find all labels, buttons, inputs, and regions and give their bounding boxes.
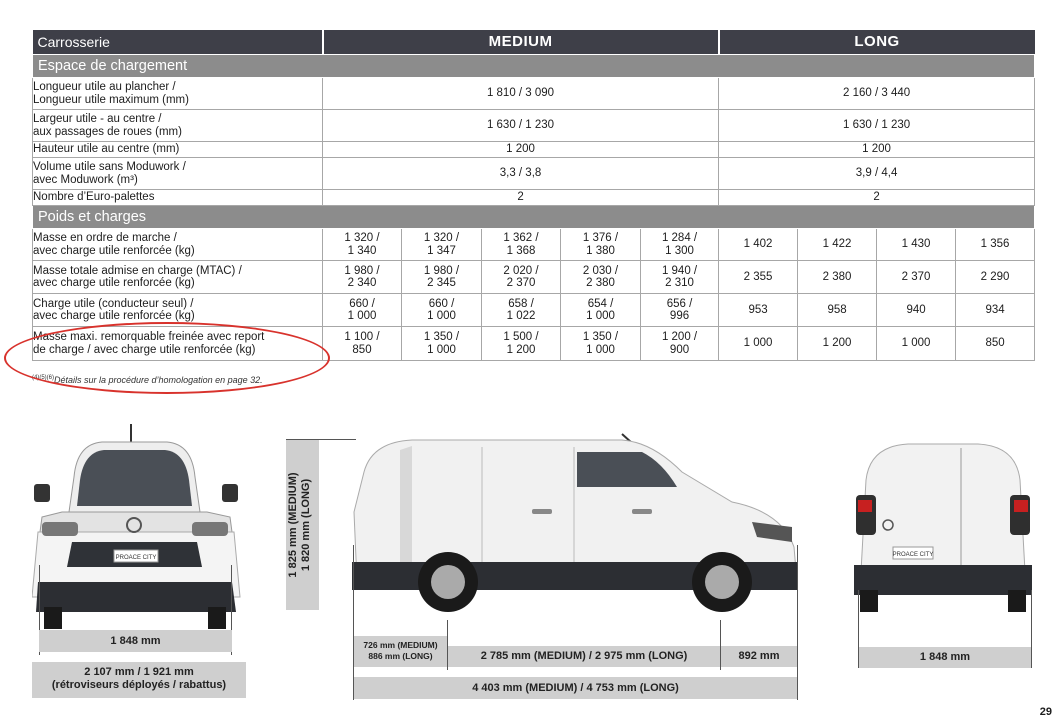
wheelbase-dimension: 2 785 mm (MEDIUM) / 2 975 mm (LONG) xyxy=(448,646,720,667)
cell-medium: 660 / 1 000 xyxy=(402,294,482,327)
section-row xyxy=(33,55,1035,78)
annotation-ellipse xyxy=(4,322,330,394)
row-value-long: 1 200 xyxy=(719,142,1035,158)
rear-view-vehicle xyxy=(848,440,1038,620)
cell-long: 934 xyxy=(956,294,1035,327)
cell-medium: 656 / 996 xyxy=(641,294,719,327)
cell-medium: 658 / 1 022 xyxy=(482,294,561,327)
cell-long: 2 355 xyxy=(719,261,798,294)
row-value-medium: 1 810 / 3 090 xyxy=(323,78,719,110)
front-view-vehicle xyxy=(32,422,247,632)
cell-medium: 654 / 1 000 xyxy=(561,294,641,327)
cell-medium: 1 980 / 2 345 xyxy=(402,261,482,294)
cell-long: 1 422 xyxy=(798,229,877,261)
row-value-medium: 1 630 / 1 230 xyxy=(323,110,719,142)
cell-long: 2 380 xyxy=(798,261,877,294)
page-number: 29 xyxy=(1039,706,1052,718)
cell-medium: 1 320 / 1 340 xyxy=(323,229,402,261)
row-value-long: 3,9 / 4,4 xyxy=(719,158,1035,190)
cell-medium: 1 980 / 2 340 xyxy=(323,261,402,294)
cell-long: 1 402 xyxy=(719,229,798,261)
cell-medium: 2 030 / 2 380 xyxy=(561,261,641,294)
rear-track-tick-right xyxy=(1031,590,1032,668)
cell-medium: 1 362 / 1 368 xyxy=(482,229,561,261)
row-label: Largeur utile - au centre / aux passages de roues (mm) xyxy=(33,110,323,142)
table-header-row xyxy=(33,30,1035,55)
row-label: Longueur utile au plancher / Longueur utile maximum (mm) xyxy=(33,78,323,110)
row-label: Charge utile (conducteur seul) / avec charge utile renforcée (kg) xyxy=(33,294,323,327)
cell-medium: 1 350 / 1 000 xyxy=(561,327,641,361)
side-view-vehicle xyxy=(352,432,802,612)
section-title-poids: Poids et charges xyxy=(33,206,1035,229)
row-value-medium: 1 200 xyxy=(323,142,719,158)
cell-long: 1 200 xyxy=(798,327,877,361)
cell-medium: 1 940 / 2 310 xyxy=(641,261,719,294)
cell-medium: 1 200 / 900 xyxy=(641,327,719,361)
cell-medium: 660 / 1 000 xyxy=(323,294,402,327)
table-row xyxy=(33,229,1035,261)
cell-long: 1 000 xyxy=(719,327,798,361)
cell-long: 1 356 xyxy=(956,229,1035,261)
rear-overhang-dimension: 892 mm xyxy=(721,646,797,667)
cell-medium: 1 350 / 1 000 xyxy=(402,327,482,361)
row-label: Masse totale admise en charge (MTAC) / avec charge utile renforcée (kg) xyxy=(33,261,323,294)
table-row xyxy=(33,190,1035,206)
row-value-long: 2 xyxy=(719,190,1035,206)
row-value-medium: 3,3 / 3,8 xyxy=(323,158,719,190)
cell-medium: 1 284 / 1 300 xyxy=(641,229,719,261)
row-value-long: 2 160 / 3 440 xyxy=(719,78,1035,110)
header-carrosserie: Carrosserie xyxy=(33,30,323,55)
footnote: $^{(4)(5)(6)}$Détails sur la procédure d’homologation en page 32. xyxy=(32,375,263,385)
row-label: Nombre d’Euro-palettes xyxy=(33,190,323,206)
cell-long: 1 430 xyxy=(877,229,956,261)
section-row xyxy=(33,206,1035,229)
section-title-espace: Espace de chargement xyxy=(33,55,1035,78)
front-overhang-dimension: 726 mm (MEDIUM) 886 mm (LONG) xyxy=(354,636,447,667)
table-row xyxy=(33,78,1035,110)
row-value-long: 1 630 / 1 230 xyxy=(719,110,1035,142)
cell-long: 958 xyxy=(798,294,877,327)
cell-medium: 1 500 / 1 200 xyxy=(482,327,561,361)
height-dimension: 1 825 mm (MEDIUM) 1 820 mm (LONG) xyxy=(287,472,312,578)
front-plate-text: PROACE CITY xyxy=(115,555,157,561)
table-row xyxy=(33,142,1035,158)
row-value-medium: 2 xyxy=(323,190,719,206)
cell-long: 850 xyxy=(956,327,1035,361)
table-row xyxy=(33,261,1035,294)
row-label: Masse en ordre de marche / avec charge utile renforcée (kg) xyxy=(33,229,323,261)
rear-track-dimension: 1 848 mm xyxy=(859,647,1031,668)
cell-medium: 1 376 / 1 380 xyxy=(561,229,641,261)
cell-long: 2 290 xyxy=(956,261,1035,294)
header-long: LONG xyxy=(719,30,1035,55)
length-tick-right xyxy=(797,545,798,700)
cell-long: 940 xyxy=(877,294,956,327)
row-label: Masse maxi. remorquable freinée avec report de charge / avec charge utile renforcée (kg) xyxy=(33,327,323,361)
length-dimension: 4 403 mm (MEDIUM) / 4 753 mm (LONG) xyxy=(354,677,797,699)
table-row xyxy=(33,158,1035,190)
front-track-dimension: 1 848 mm xyxy=(39,630,232,652)
cell-long: 953 xyxy=(719,294,798,327)
row-label: Volume utile sans Moduwork / avec Moduwork (m³) xyxy=(33,158,323,190)
cell-long: 1 000 xyxy=(877,327,956,361)
table-row xyxy=(33,110,1035,142)
header-medium: MEDIUM xyxy=(323,30,719,55)
specifications-table xyxy=(32,29,1035,361)
rear-plate-text: PROACE CITY xyxy=(892,552,934,558)
cell-medium: 2 020 / 2 370 xyxy=(482,261,561,294)
front-width-dimension: 2 107 mm / 1 921 mm (rétroviseurs déployés / rabattus) xyxy=(32,662,246,698)
cell-medium: 1 100 / 850 xyxy=(323,327,402,361)
cell-long: 2 370 xyxy=(877,261,956,294)
row-label: Hauteur utile au centre (mm) xyxy=(33,142,323,158)
cell-medium: 1 320 / 1 347 xyxy=(402,229,482,261)
